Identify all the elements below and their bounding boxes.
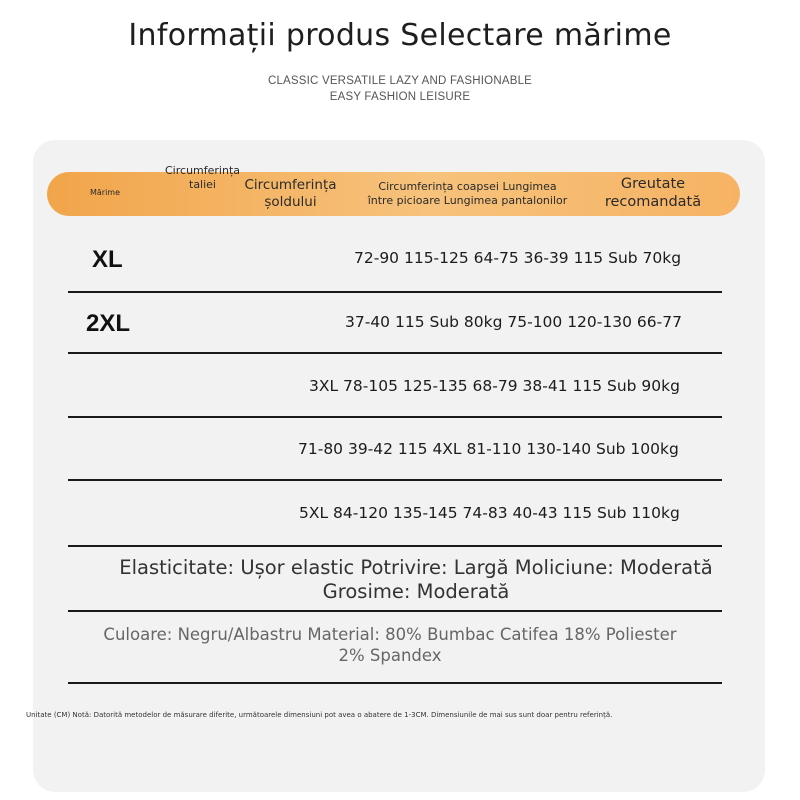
header-thigh-line-1: Circumferința coapsei Lungimea (378, 180, 557, 193)
row-divider (68, 545, 722, 547)
header-hip-line-2: șoldului (264, 193, 317, 210)
row-divider (68, 479, 722, 481)
row-divider (68, 610, 722, 612)
header-waist-line-1: Circumferința (165, 164, 240, 177)
fabric-attributes (60, 556, 772, 605)
tagline-line-2: EASY FASHION LEISURE (329, 91, 471, 103)
material-line-2: 2% Spandex (338, 645, 442, 665)
header-weight-line-1: Greutate (620, 176, 686, 192)
material-attributes (40, 625, 740, 666)
row-values: 37-40 115 Sub 80kg 75-100 120-130 66-77 (345, 313, 682, 331)
header-size (80, 188, 130, 198)
row-divider (68, 291, 722, 293)
row-divider (68, 682, 722, 684)
header-waist-line-2: taliei (189, 177, 216, 191)
row-divider (68, 416, 722, 418)
row-values: 3XL 78-105 125-135 68-79 38-41 115 Sub 90kg (309, 377, 680, 395)
header-weight (588, 175, 718, 211)
header-waist (155, 164, 250, 192)
header-weight-line-2: recomandată (604, 194, 702, 211)
row-size-label: XL (92, 246, 123, 273)
row-size-label: 2XL (86, 310, 131, 337)
tagline-line-1: CLASSIC VERSATILE LAZY AND FASHIONABLE (267, 75, 533, 87)
header-hip (238, 177, 343, 211)
row-divider (68, 352, 722, 354)
row-values: 72-90 115-125 64-75 36-39 115 Sub 70kg (354, 249, 682, 267)
row-values: 71-80 39-42 115 4XL 81-110 130-140 Sub 100kg (298, 440, 679, 458)
attributes-line-1: Elasticitate: Ușor elastic Potrivire: Largă Moliciune: Moderată (119, 556, 713, 579)
page-title: Informații produs Selectare mărime (128, 18, 672, 53)
attributes-line-2: Grosime: Moderată (322, 580, 510, 604)
header-hip-line-1: Circumferința (244, 177, 337, 193)
header-thigh-inseam-length (345, 180, 590, 208)
header-thigh-line-2: între picioare Lungimea pantalonilor (367, 193, 568, 207)
row-values: 5XL 84-120 135-145 74-83 40-43 115 Sub 110kg (299, 504, 680, 522)
material-line-1: Culoare: Negru/Albastru Material: 80% Bumbac Catifea 18% Poliester (103, 625, 677, 644)
measurement-footnote: Unitate (CM) Notă: Datorită metodelor de măsurare diferite, următoarele dimensiuni pot avea o abatere de 1-3CM. Dimensiunile de mai sus sunt doar pentru referință. (26, 711, 613, 719)
header-size-label: Mărime (89, 188, 121, 197)
size-chart-card (33, 140, 765, 792)
